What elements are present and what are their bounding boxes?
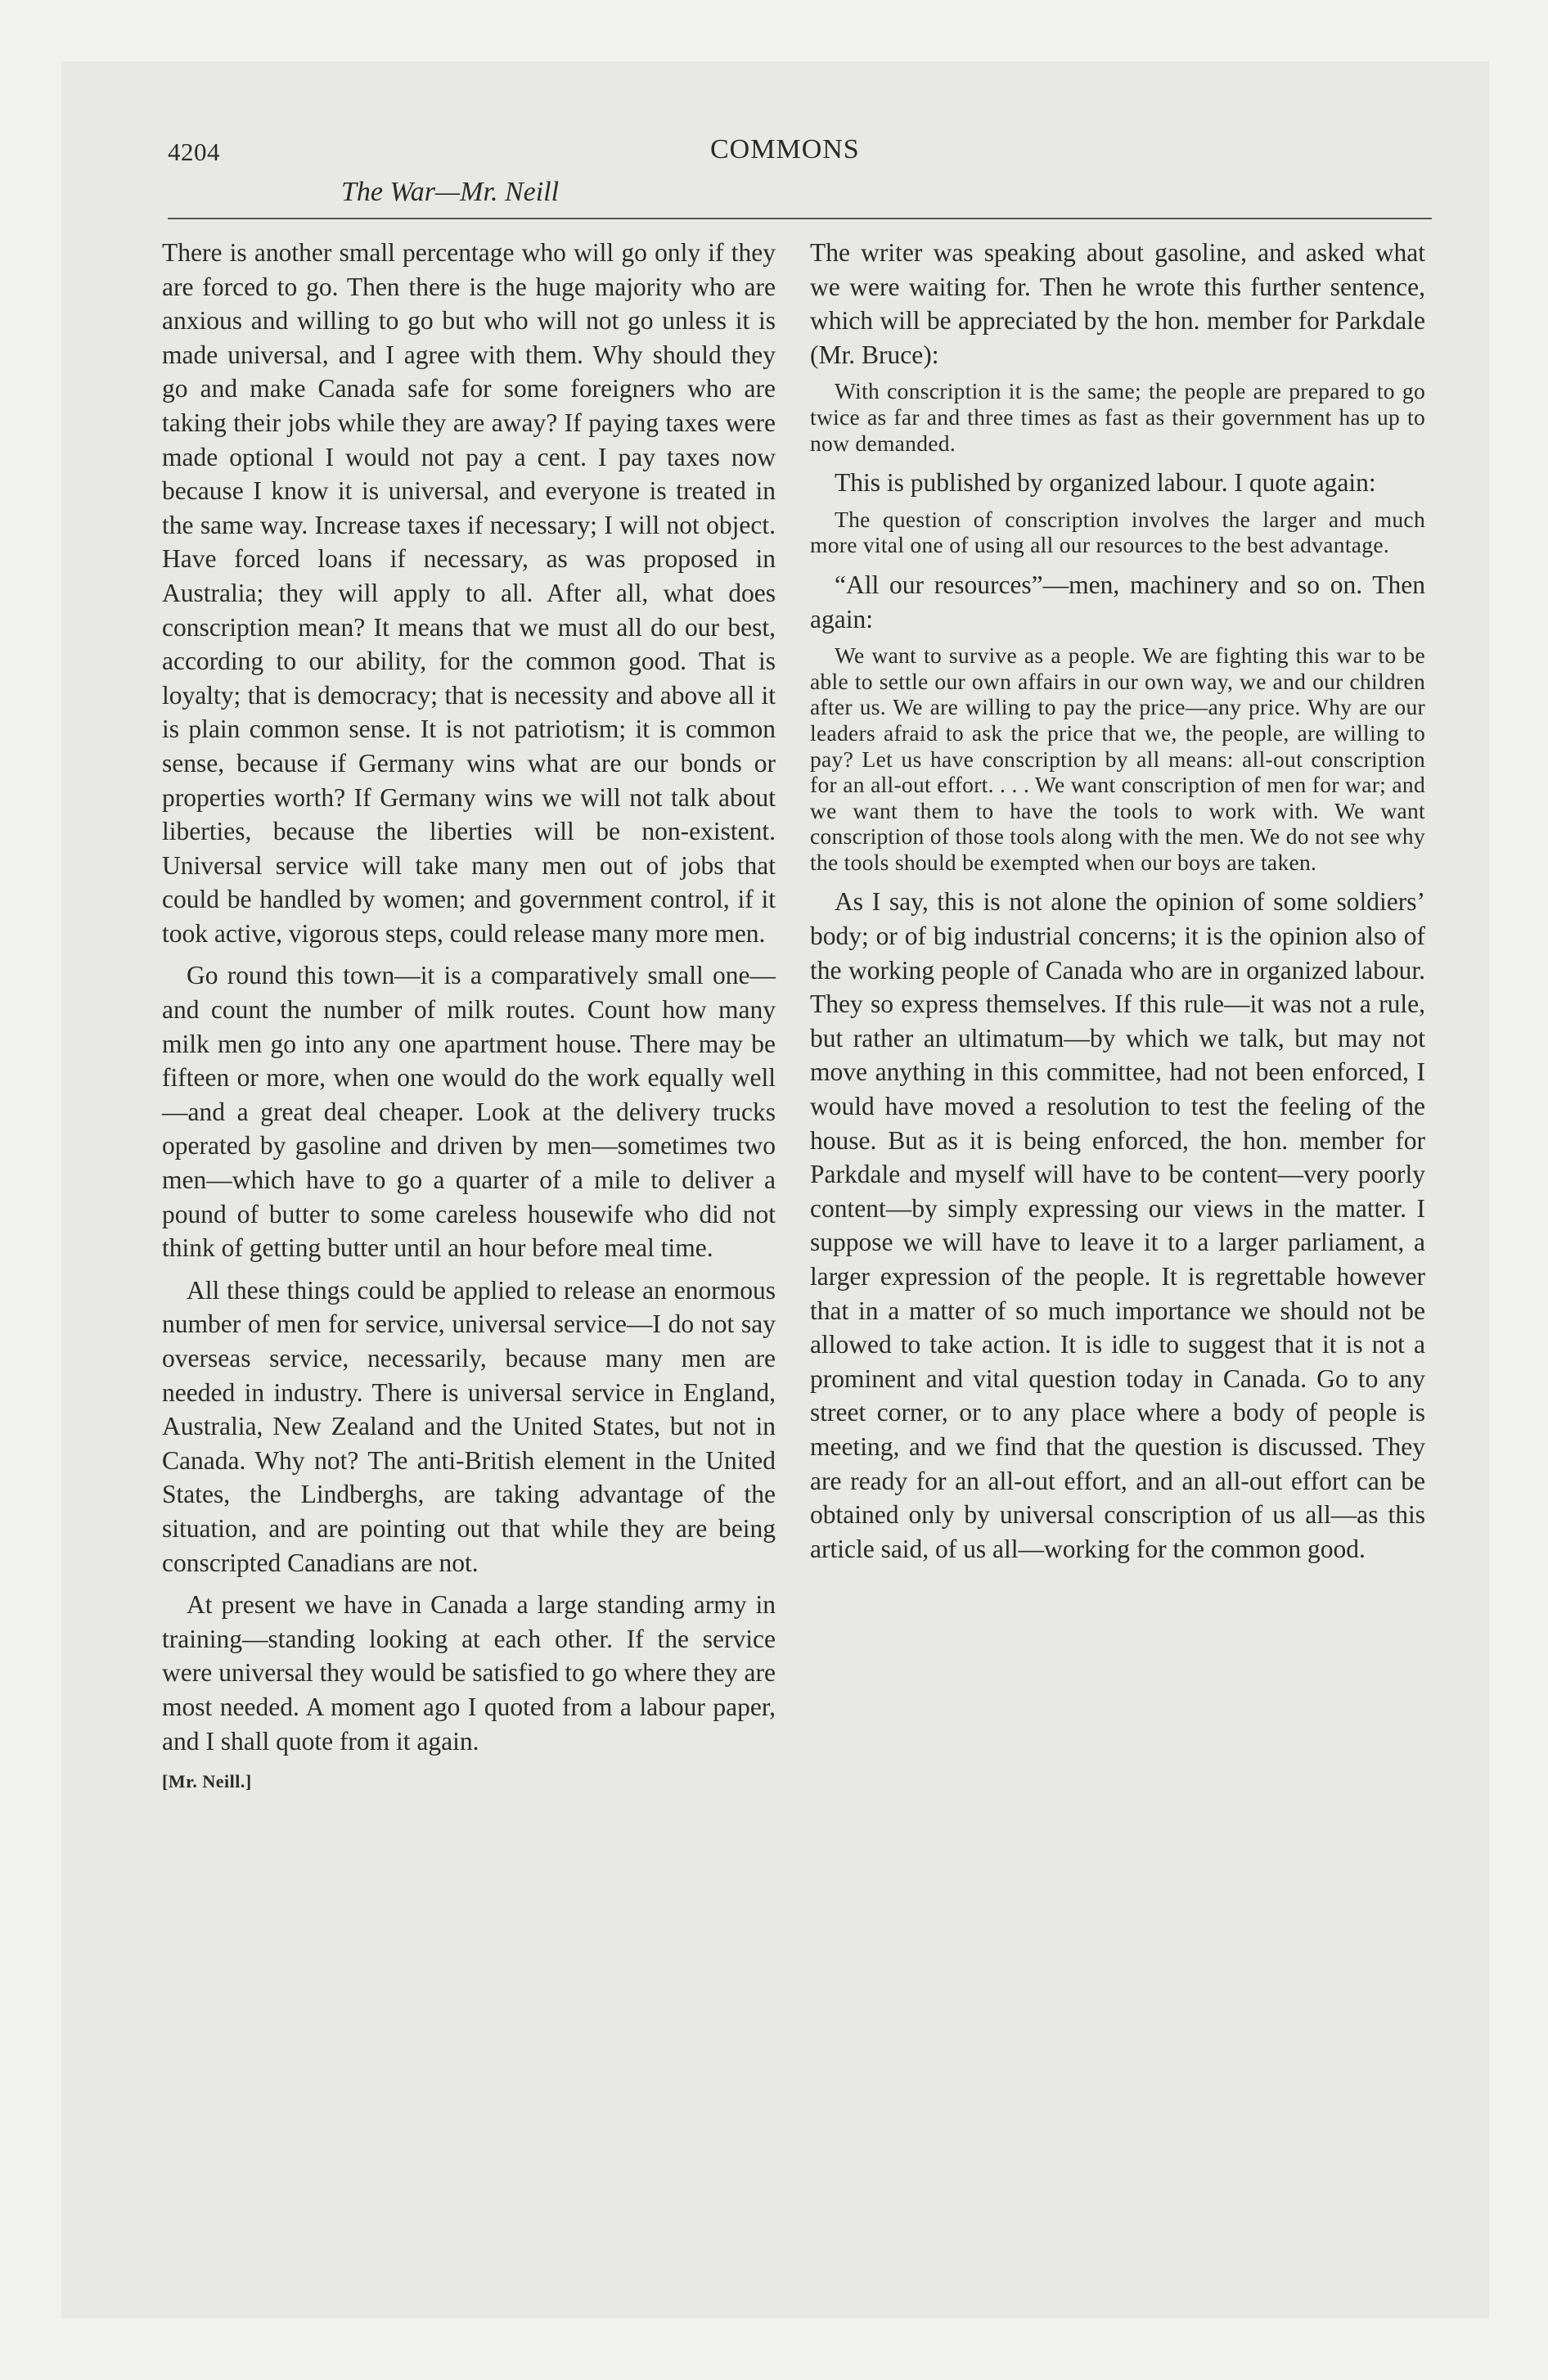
paragraph: The writer was speaking about gasoline, and asked what we were waiting for. Then he wrote this further sentence, which will be appreciated by the hon. member for Parkdale (Mr. Bruce): — [810, 238, 1425, 369]
block-quote: The question of conscription involves the larger and much more vital one of using all our resources to the best advantage. — [810, 506, 1425, 558]
paragraph: All these things could be applied to release an enormous number of men for service, universal service—I do not say overseas service, necessarily, because many men are needed in industry. There is universal service in England, Australia, New Zealand and the United States, but not in Canada. Why not? The anti-British element in the United States, the Lindberghs, are taking advantage of the situation, and are pointing out that while they are being conscripted Canadians are not. — [162, 1275, 776, 1577]
block-quote: With conscription it is the same; the people are prepared to go twice as far and three times as fast as their government has up to now demanded. — [810, 378, 1425, 456]
paragraph: “All our resources”—men, machinery and so on. Then again: — [810, 570, 1425, 633]
speaker-tag: [Mr. Neill.] — [162, 1771, 252, 1792]
paragraph: Go round this town—it is a comparatively small one—and count the number of milk routes. Count how many milk men go into any one apartment house. There may be fifteen or more, when one would do the work equally well—and a great deal cheaper. Look at the delivery trucks operated by gasoline and driven by men—sometimes two men—which have to go a quarter of a mile to deliver a pound of butter to some careless housewife who did not think of getting butter until an hour before meal time. — [162, 961, 776, 1263]
block-quote: We want to survive as a people. We are fighting this war to be able to settle our own affairs in our own way, we and our children after us. We are willing to pay the price—any price. Why are our leaders afraid to ask the price that we, the people, are willing to pay? Let us have conscription by all means: all-out conscription for an all-out effort. . . . We want conscription of men for war; and we want them to have the tools to work with. We want conscription of those tools along with the men. We do not see why the tools should be exempted when our boys are taken. — [810, 642, 1425, 875]
header-rule — [168, 218, 1432, 219]
paragraph: This is published by organized labour. I quote again: — [835, 468, 1376, 498]
right-column — [810, 236, 1425, 1566]
page-number: 4204 — [168, 137, 220, 166]
section-title: The War—Mr. Neill — [341, 177, 560, 207]
paragraph: As I say, this is not alone the opinion of some soldiers’ body; or of big industrial concerns; it is the opinion also of the working people of Canada who are in organized labour. They so express themselves. If this rule—it was not a rule, but rather an ultimatum—by which we talk, but may not move anything in this committee, had not been enforced, I would have moved a resolution to test the feeling of the house. But as it is being enforced, the hon. member for Parkdale and myself will have to be content—very poorly content—by simply expressing our views in the matter. I suppose we will have to leave it to a larger parliament, a larger expression of the people. It is regrettable however that in a matter of so much importance we should not be allowed to take action. It is idle to suggest that it is not a prominent and vital question today in Canada. Go to any street corner, or to any place where a body of people is meeting, and we find that the question is discussed. They are ready for an all-out effort, and an all-out effort can be obtained only by universal conscription of us all—as this article said, of us all—working for the common good. — [810, 887, 1425, 1563]
left-column — [162, 236, 776, 1799]
paragraph: There is another small percentage who will go only if they are forced to go. Then there is the huge majority who are anxious and willing to go but who will not go unless it is made universal, and I agree with them. Why should they go and make Canada safe for some foreigners who are taking their jobs while they are away? If paying taxes were made optional I would not pay a cent. I pay taxes now because I know it is universal, and everyone is treated in the same way. Increase taxes if necessary; I will not object. Have forced loans if necessary, as was proposed in Australia; they will apply to all. After all, what does conscription mean? It means that we must all do our best, according to our ability, for the common good. That is loyalty; that is democracy; that is necessity and above all it is plain common sense. It is not patriotism; it is common sense, because if Germany wins what are our bonds or properties worth? If Germany wins we will not talk about liberties, because the liberties will be non-existent. Universal service will take many men out of jobs that could be handled by women; and government control, if it took active, vigorous steps, could release many more men. — [162, 238, 776, 948]
running-title: COMMONS — [710, 134, 860, 165]
page-header — [168, 134, 1432, 216]
paragraph: At present we have in Canada a large standing army in training—standing looking at each other. If the service were universal they would be satisfied to go where they are most needed. A moment ago I quoted from a labour paper, and I shall quote from it again. — [162, 1590, 776, 1756]
